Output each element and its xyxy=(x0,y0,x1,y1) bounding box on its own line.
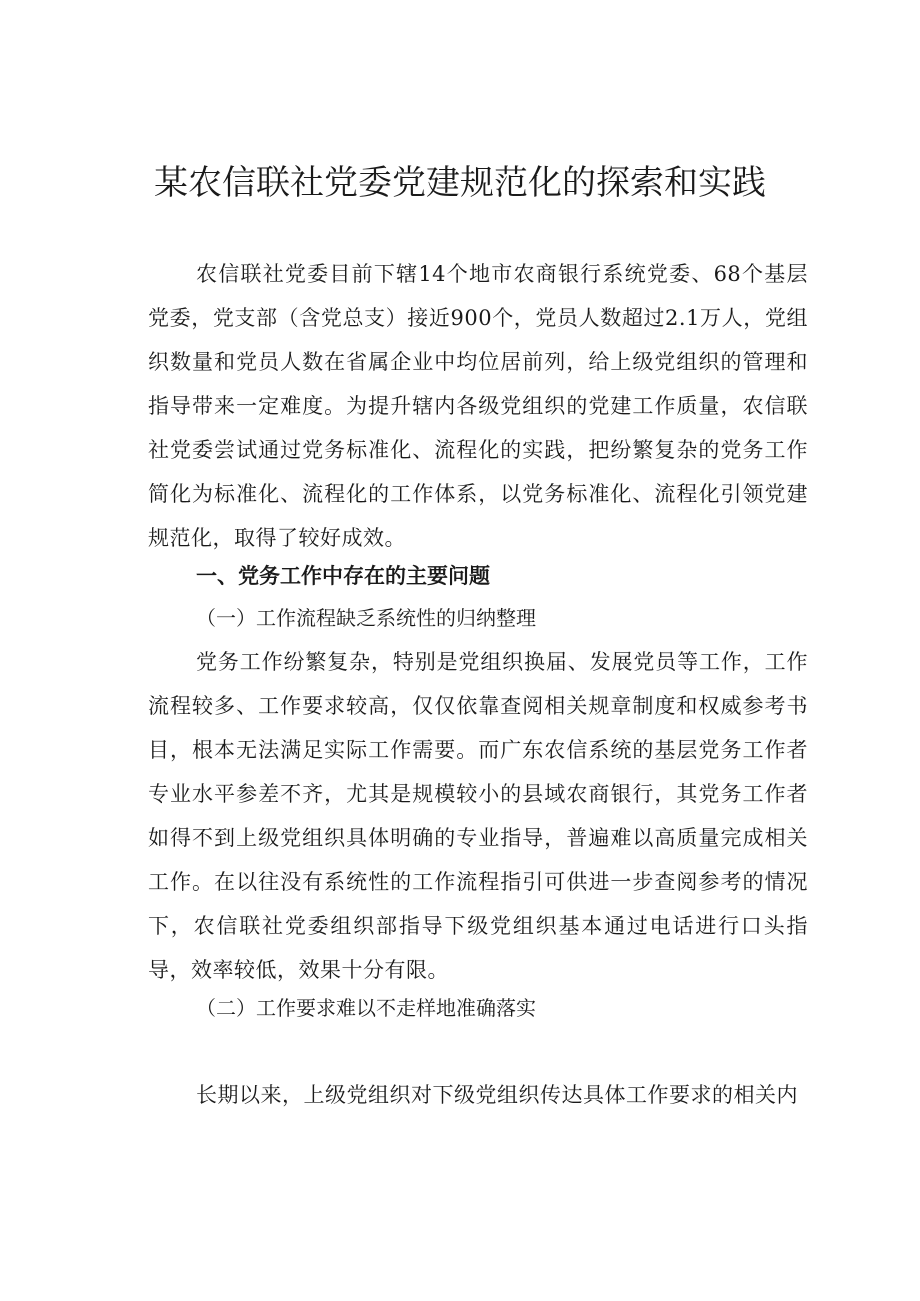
subsection-heading-1: （一）工作流程缺乏系统性的归纳整理 xyxy=(196,606,536,630)
section-heading: 一、党务工作中存在的主要问题 xyxy=(196,564,490,588)
subsection-2-paragraph: 长期以来，上级党组织对下级党组织传达具体工作要求的相关内 xyxy=(196,1083,798,1107)
subsection-1-paragraph: 党务工作纷繁复杂，特别是党组织换届、发展党员等工作，工作流程较多、工作要求较高，仅仅依靠查阅相关规章制度和权威参考书目，根本无法满足实际工作需要。而广东农信系统的基层党务工作者专业水平参差不齐，尤其是规模较小的县域农商银行，其党务工作者如得不到上级党组织具体明确的专业指导，普遍难以高质量完成相关工作。在以往没有系统性的工作流程指引可供进一步查阅参考的情况下，农信联社党委组织部指导下级党组织基本通过电话进行口头指导，效率较低，效果十分有限。 xyxy=(148,650,808,982)
intro-paragraph: 农信联社党委目前下辖14个地市农商银行系统党委、68个基层党委，党支部（含党总支）接近900个，党员人数超过2.1万人，党组织数量和党员人数在省属企业中均位居前列，给上级党组织的管理和指导带来一定难度。为提升辖内各级党组织的党建工作质量，农信联社党委尝试通过党务标准化、流程化的实践，把纷繁复杂的党务工作简化为标准化、流程化的工作体系，以党务标准化、流程化引领党建规范化，取得了较好成效。 xyxy=(148,262,808,550)
subsection-heading-2: （二）工作要求难以不走样地准确落实 xyxy=(196,996,536,1020)
document-title: 某农信联社党委党建规范化的探索和实践 xyxy=(154,163,766,203)
